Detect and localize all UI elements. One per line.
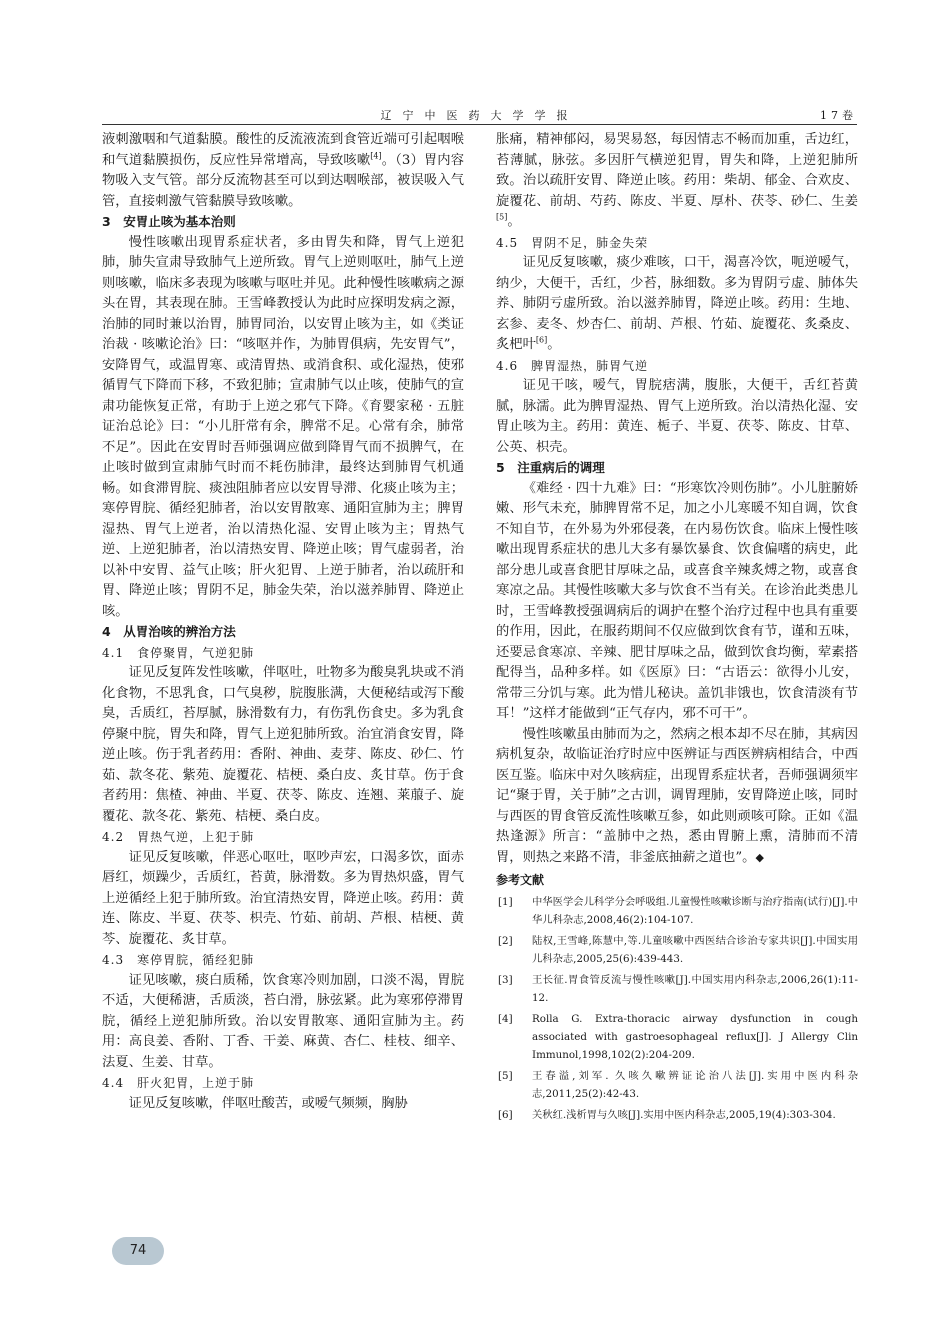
reference-text: 中华医学会儿科学分会呼吸组.儿童慢性咳嗽诊断与治疗指南(试行)[J].中华儿科杂志,2008,46(2):104-107. [532, 895, 858, 926]
reference-item [496, 1106, 858, 1124]
paragraph-text: 液刺激咽和气道黏膜。酸性的反流液流到食管近端可引起咽喉和气道黏膜损伤，反应性异常增高，导致咳嗽 [102, 132, 464, 168]
reference-item [496, 893, 858, 929]
paragraph-text: 《难经 · 四十九难》曰：“形寒饮冷则伤肺”。小儿脏腑娇嫩、形气未充，肺脾胃常不足，加之小儿寒暖不知自调，饮食不知自节，在外易为外邪侵袭，在内易伤饮食。临床上慢性咳嗽出现胃系症状的患儿大多有暴饮暴食、饮食偏嗜的病史，此部分患儿或喜食肥甘厚味之品，或喜食辛辣炙煿之物，或喜食寒凉之品。其慢性咳嗽大多与饮食不当有关。在诊治此类患儿时，王雪峰教授强调病后的调护在整个治疗过程中也具有重要的作用，因此，在服药期间不仅应做到饮食有节，谨和五味，还要忌食寒凉、辛辣、肥甘厚味之品，做到饮食均衡，荤素搭配得当，品种多样。如《医原》曰：“古语云：欲得小儿安，常带三分饥与寒。此为惜儿秘诀。盖饥非饿也，饮食清淡有节耳！”这样才能做到“正气存内，邪不可干”。 [496, 480, 858, 721]
paragraph-text: 证见反复咳嗽，伴呕吐酸苦，或嗳气频频，胸胁 [128, 1095, 408, 1111]
paragraph [102, 971, 464, 1074]
reference-number: [4] [498, 1012, 513, 1025]
subsection-heading: 4.3 寒停胃脘，循经犯肺 [102, 953, 255, 967]
section-heading: 3 安胃止咳为基本治则 [102, 214, 236, 229]
paragraph [102, 1094, 464, 1115]
paragraph [496, 725, 858, 869]
paragraph [102, 663, 464, 827]
reference-number: [6] [498, 1108, 513, 1121]
end-mark-icon: ◆ [755, 850, 764, 864]
reference-text: Rolla G. Extra-thoracic airway dysfunction in cough associated with gastroesophageal reflux[J]. J Allergy Clin Immunol,1998,102(2):204-209. [532, 1012, 858, 1061]
paragraph-text: 证见干咳，嗳气，胃脘痞满，腹胀，大便干，舌红苔黄腻，脉濡。此为脾胃湿热、胃气上逆所致。治以清热化湿、安胃止咳为主。药用：黄连、栀子、半夏、茯苓、陈皮、甘草、公英、枳壳。 [496, 378, 858, 455]
reference-number: [3] [498, 973, 513, 986]
citation-mark: [4] [370, 151, 382, 161]
reference-item [496, 971, 858, 1007]
subsection-heading: 4.2 胃热气逆，上犯于肺 [102, 830, 255, 844]
citation-mark: [5] [496, 212, 508, 222]
reference-item [496, 1067, 858, 1103]
paragraph [102, 848, 464, 951]
left-column [102, 130, 464, 1114]
reference-text: 王长征.胃食管反流与慢性咳嗽[J].中国实用内科杂志,2006,26(1):11-12. [532, 973, 858, 1004]
reference-item [496, 932, 858, 968]
paragraph [496, 253, 858, 356]
reference-number: [5] [498, 1069, 513, 1082]
subsection-heading: 4.4 肝火犯胃，上逆于肺 [102, 1076, 255, 1090]
paragraph-text-tail: 。 [547, 337, 561, 352]
reference-text: 陆权,王雪峰,陈慧中,等.儿童咳嗽中西医结合诊治专家共识[J].中国实用儿科杂志,2005,25(6):439-443. [532, 934, 858, 965]
paragraph [496, 130, 858, 233]
header-rule [102, 124, 857, 125]
page-number: 74 [112, 1237, 164, 1265]
reference-text: 关秋红.浅析胃与久咳[J].实用中医内科杂志,2005,19(4):303-304. [532, 1108, 836, 1121]
section-heading: 4 从胃治咳的辨治方法 [102, 624, 236, 639]
paragraph-text: 证见反复阵发性咳嗽，伴呕吐，吐物多为酸臭乳块或不消化食物，不思乳食，口气臭秽，脘腹胀满，大便秘结或泻下酸臭，舌质红，苔厚腻，脉滑数有力，有伤乳伤食史。多为乳食停聚中脘，胃失和降，胃气上逆犯肺所致。治宜消食安胃，降逆止咳。伤于乳者药用：香附、神曲、麦芽、陈皮、砂仁、竹茹、款冬花、紫苑、旋覆花、桔梗、桑白皮、炙甘草。伤于食者药用：焦楂、神曲、半夏、茯苓、陈皮、连翘、莱菔子、旋覆花、款冬花、紫苑、桔梗、桑白皮。 [102, 665, 464, 824]
reference-text: 王春溢,刘军. 久咳久嗽辨证论治八法[J].实用中医内科杂志,2011,25(2):42-43. [532, 1069, 858, 1100]
paragraph-text: 胀痛，精神郁闷，易哭易怒，每因情志不畅而加重，舌边红，苔薄腻，脉弦。多因肝气横逆犯胃，胃失和降，上逆犯肺所致。治以疏肝安胃、降逆止咳。药用：柴胡、郁金、合欢皮、旋覆花、前胡、芍药、陈皮、半夏、厚朴、茯苓、砂仁、生姜 [496, 132, 858, 209]
paragraph-text: 慢性咳嗽虽由肺而为之，然病之根本却不尽在肺，其病因病机复杂，故临证治疗时应中医辨证与西医辨病相结合，中西医互鉴。临床中对久咳病症，出现胃系症状者，吾师强调须牢记“聚于胃，关于肺”之古训，调胃理肺，安胃降逆止咳，同时与西医的胃食管反流性咳嗽互参，如此则顽咳可除。正如《温热逢源》所言：“盖肺中之热，悉由胃腑上熏，清肺而不清胃，则热之来路不清，非釜底抽薪之道也”。 [496, 726, 858, 865]
volume-label: 17卷 [820, 109, 857, 122]
paragraph-text-tail: 。（3）胃内容物吸入支气管。部分反流物甚至可以到达咽喉部，被误吸入气管，直接刺激气管黏膜导致咳嗽。 [102, 152, 465, 209]
reference-item [496, 1010, 858, 1064]
paragraph [102, 130, 464, 212]
subsection-heading: 4.5 胃阴不足，肺金失荣 [496, 235, 649, 250]
journal-title: 辽宁中医药大学学报 [380, 109, 579, 122]
paragraph [102, 233, 464, 623]
paragraph-text: 证见反复咳嗽，伴恶心呕吐，呕吵声宏，口渴多饮，面赤唇红，烦躁少，舌质红，苔黄，脉滑数。多为胃热炽盛，胃气上逆循经上犯于肺所致。治宜清热安胃，降逆止咳。药用：黄连、陈皮、半夏、茯苓、枳壳、竹茹、前胡、芦根、桔梗、黄芩、旋覆花、炙甘草。 [102, 849, 464, 947]
section-heading: 5 注重病后的调理 [496, 460, 605, 475]
subsection-heading: 4.6 脾胃湿热，肺胃气逆 [496, 358, 649, 373]
paragraph-text: 慢性咳嗽出现胃系症状者，多由胃失和降，胃气上逆犯肺，肺失宣肃导致肺气上逆所致。胃气上逆则呕吐，肺气上逆则咳嗽，临床多表现为咳嗽与呕吐并见。此种慢性咳嗽病之源头在胃，其表现在肺。王雪峰教授认为此时应探明发病之源，治肺的同时兼以治胃，肺胃同治，以安胃止咳为主，如《类证治裁 · 咳嗽论治》曰：“咳呕并作，为肺胃俱病，先安胃气”，安降胃气，或温胃寒、或清胃热、或消食积、或化湿热，使邪循胃气下降而下移，不致犯肺；宣肃肺气以止咳，使肺气的宣肃功能恢复正常，有助于上逆之邪气下降。《育婴家秘 · 五脏证治总论》曰：“小儿肝常有余，脾常不足。心常有余，肺常不足”。因此在安胃时吾师强调应做到降胃气而不损脾气，在止咳时做到宣肃肺气时而不耗伤肺津，最终达到肺胃气机通畅。如食滞胃脘、痰浊阻肺者应以安胃导滞、化痰止咳为主；寒停胃脘、循经犯肺者，治以安胃散寒、通阳宣肺为主；脾胃湿热、胃气上逆者，治以清热化湿、安胃止咳为主；胃热气逆、上逆犯肺者，治以清热安胃、降逆止咳；胃气虚弱者，治以补中安胃、益气止咳；肝火犯胃、上逆于肺者，治以疏肝和胃、降逆止咳；胃阴不足，肺金失荣，治以滋养肺胃、降逆止咳。 [102, 234, 464, 619]
reference-number: [2] [498, 934, 513, 947]
paragraph [496, 376, 858, 458]
right-column [496, 130, 858, 1127]
paragraph [496, 479, 858, 725]
paragraph-text: 证见咳嗽，痰白质稀，饮食寒冷则加剧，口淡不渴，胃脘不适，大便稀溏，舌质淡，苔白滑，脉弦紧。此为寒邪停滞胃脘，循经上逆犯肺所致。治以安胃散寒、通阳宣肺为主。药用：高良姜、香附、丁香、干姜、麻黄、杏仁、桂枝、细辛、法夏、生姜、甘草。 [102, 972, 464, 1070]
subsection-heading: 4.1 食停聚胃，气逆犯肺 [102, 645, 255, 660]
paragraph-text-tail: 。 [507, 214, 521, 229]
citation-mark: [6] [535, 335, 548, 345]
paragraph-text: 证见反复咳嗽，痰少难咳，口干，渴喜冷饮，呃逆嗳气，纳少，大便干，舌红，少苔，脉细数。多为胃阴亏虚、肺体失养、肺阴亏虚所致。治以滋养肺胃，降逆止咳。药用：生地、玄参、麦冬、炒杏仁、前胡、芦根、竹茹、旋覆花、炙桑皮、炙杷叶 [496, 255, 858, 352]
references-title: 参考文献 [496, 873, 545, 887]
reference-number: [1] [498, 895, 513, 908]
running-header [102, 103, 857, 125]
